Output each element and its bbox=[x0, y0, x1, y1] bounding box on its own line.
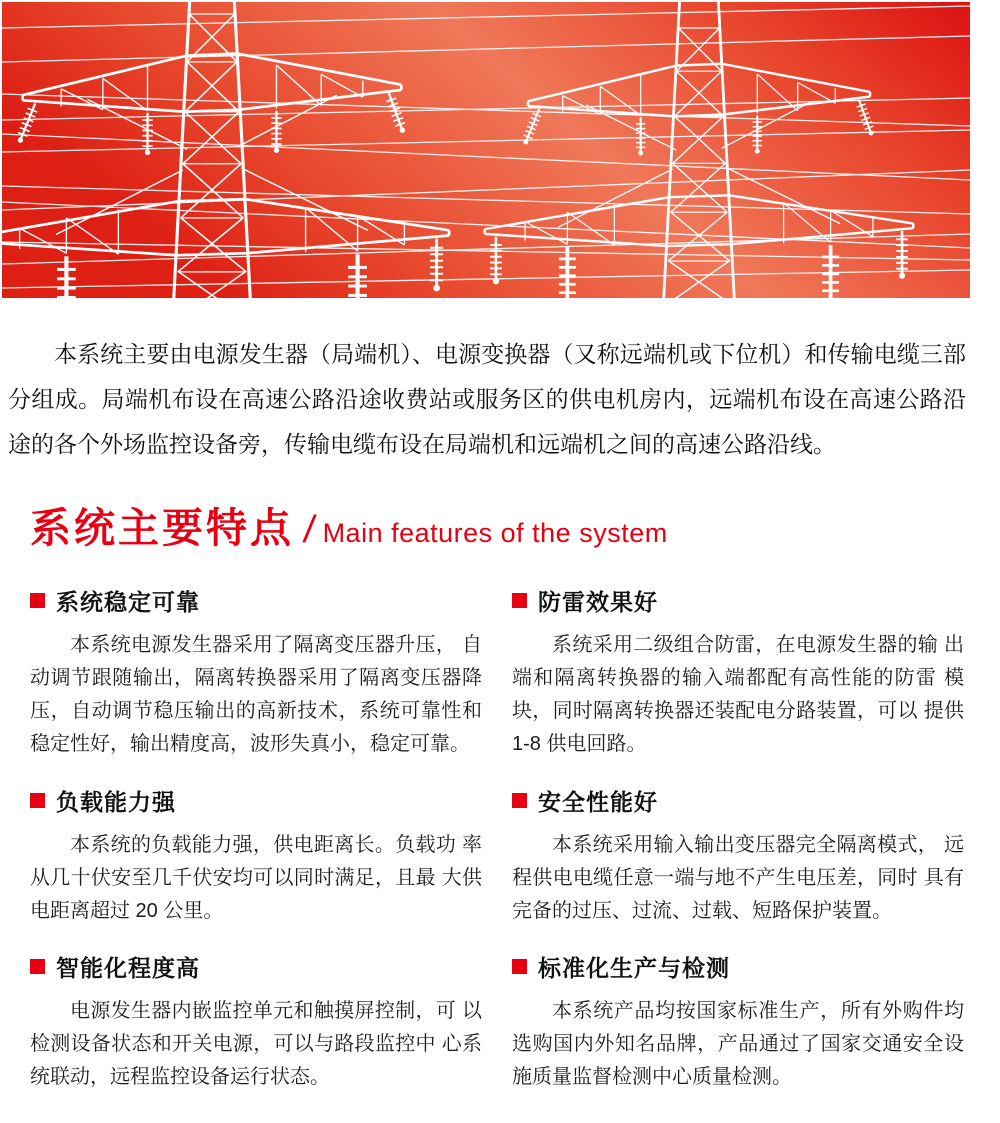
red-square-bullet-icon bbox=[512, 793, 527, 808]
features-left-column bbox=[30, 568, 482, 1094]
feature-body: 本系统电源发生器采用了隔离变压器升压， 自动调节跟随输出，隔离转换器采用了隔离变压器降压，自动调节稳压输出的高新技术，系统可靠性和稳定性好，输出精度高，波形失真小，稳定可靠。 bbox=[30, 634, 482, 755]
transmission-towers-image bbox=[2, 2, 970, 298]
main-title-en: Main features of the system bbox=[322, 518, 668, 548]
feature-body: 电源发生器内嵌监控单元和触摸屏控制，可 以检测设备状态和开关电源，可以与路段监控中 心系统联动，远程监控设备运行状态。 bbox=[30, 1000, 482, 1088]
feature-body: 本系统采用输入输出变压器完全隔离模式， 远程供电电缆任意一端与地不产生电压差，同时 具有完备的过压、过流、过载、短路保护装置。 bbox=[512, 834, 964, 922]
feature-heading bbox=[512, 950, 964, 983]
features-right-column bbox=[512, 568, 964, 1094]
red-square-bullet-icon bbox=[30, 593, 45, 608]
feature-section-standardization bbox=[512, 934, 964, 1094]
feature-title: 安全性能好 bbox=[538, 789, 658, 815]
feature-title: 负载能力强 bbox=[56, 789, 176, 815]
main-title-slash-divider: / bbox=[301, 509, 318, 551]
red-square-bullet-icon bbox=[30, 793, 45, 808]
feature-section-safety bbox=[512, 768, 964, 934]
main-title-zh: 系统主要特点 bbox=[30, 505, 294, 551]
feature-body: 本系统产品均按国家标准生产，所有外购件均选购国内外知名品牌，产品通过了国家交通安全设施质量监督检测中心质量检测。 bbox=[512, 1000, 964, 1088]
feature-heading bbox=[30, 784, 482, 817]
feature-heading bbox=[512, 784, 964, 817]
feature-heading bbox=[30, 950, 482, 983]
feature-body: 本系统的负载能力强，供电距离长。负载功 率从几十伏安至几千伏安均可以同时满足，且最 大供电距离超过 20 公里。 bbox=[30, 834, 482, 922]
red-square-bullet-icon bbox=[512, 959, 527, 974]
red-square-bullet-icon bbox=[512, 593, 527, 608]
section-main-title bbox=[30, 495, 1000, 554]
feature-heading bbox=[30, 584, 482, 617]
feature-section-stability bbox=[30, 568, 482, 768]
red-square-bullet-icon bbox=[30, 959, 45, 974]
feature-body: 系统采用二级组合防雷，在电源发生器的输 出端和隔离转换器的输入端都配有高性能的防雷 模块，同时隔离转换器还装配电分路装置，可以 提供1-8 供电回路。 bbox=[512, 634, 964, 755]
feature-title: 智能化程度高 bbox=[56, 955, 200, 981]
feature-title: 系统稳定可靠 bbox=[56, 589, 200, 615]
feature-section-lightning-protection bbox=[512, 568, 964, 768]
feature-section-load-capacity bbox=[30, 768, 482, 934]
hero-banner bbox=[2, 2, 970, 298]
feature-heading bbox=[512, 584, 964, 617]
feature-title: 防雷效果好 bbox=[538, 589, 658, 615]
intro-paragraph: 本系统主要由电源发生器（局端机）、电源变换器（又称远端机或下位机）和传输电缆三部分组成。局端机布设在高速公路沿途收费站或服务区的供电机房内，远端机布设在高速公路沿途的各个外场监控设备旁，传输电缆布设在局端机和远端机之间的高速公路沿线。 bbox=[8, 342, 966, 457]
features-grid bbox=[30, 568, 964, 1094]
feature-section-intelligence bbox=[30, 934, 482, 1094]
feature-title: 标准化生产与检测 bbox=[538, 955, 730, 981]
